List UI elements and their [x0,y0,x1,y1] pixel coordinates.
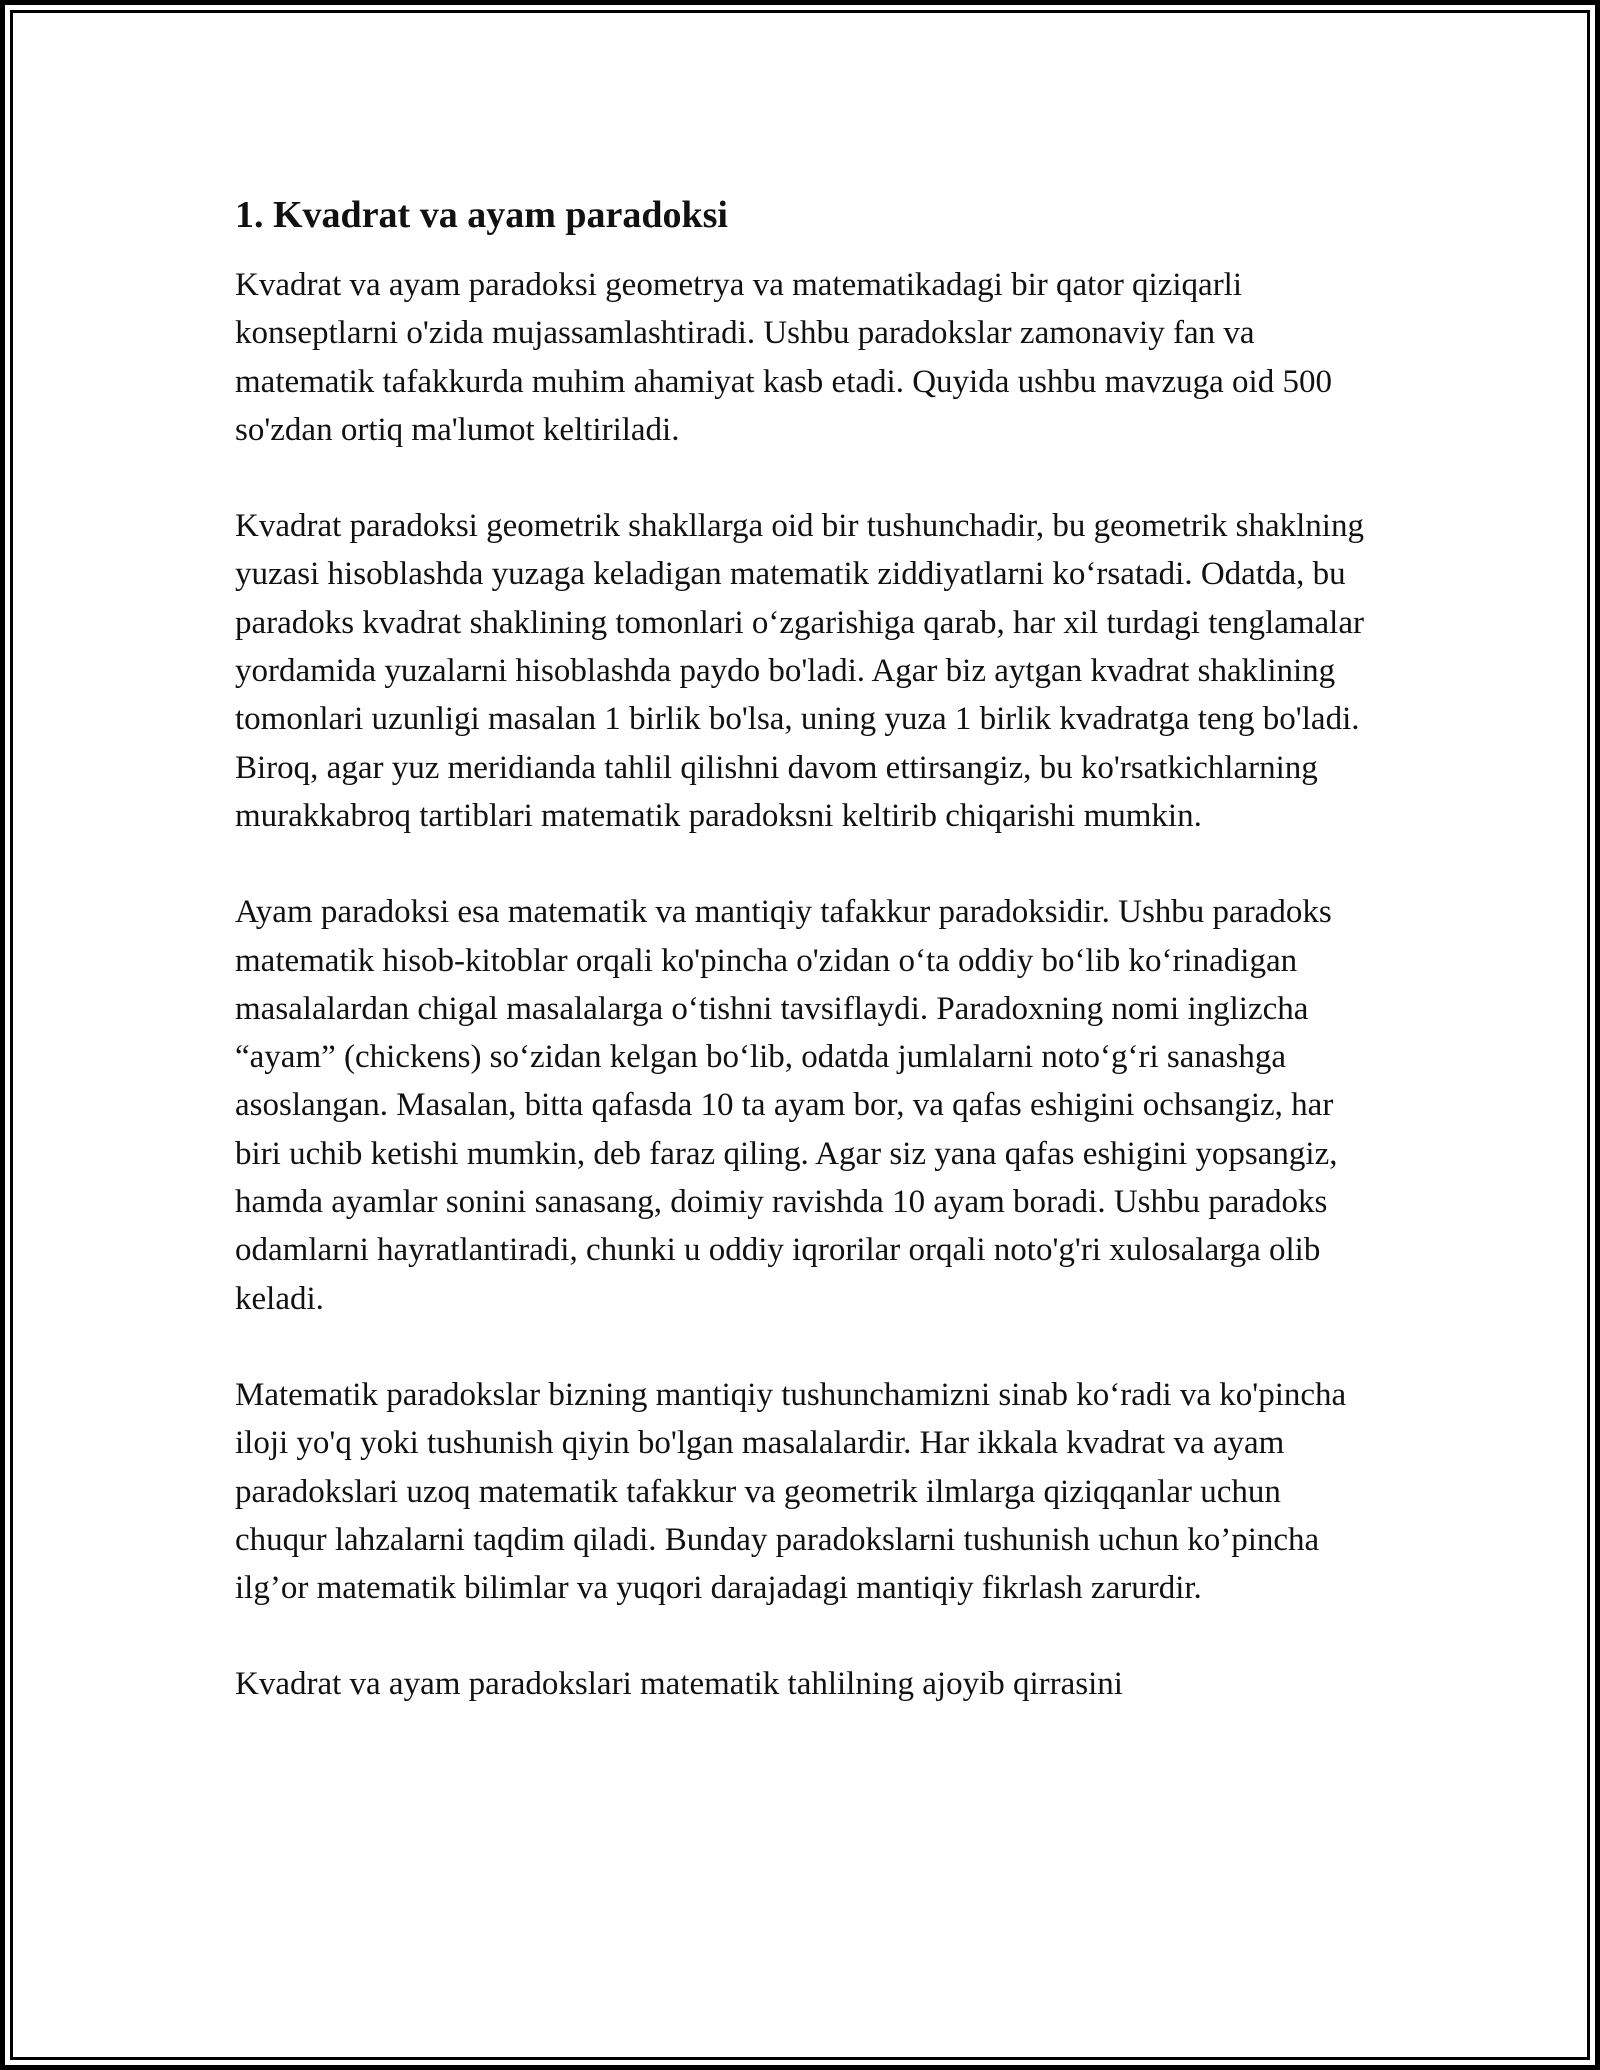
paragraph-conclusion: Kvadrat va ayam paradokslari matematik tahlilning ajoyib qirrasini [235,1666,1123,1703]
document-body [235,185,1365,1757]
paragraph-intro: Kvadrat va ayam paradoksi geometrya va matematikadagi bir qator qiziqarli konseptlarni o'zida mujassamlashtiradi. Ushbu paradokslar zamonaviy fan va matematik tafakkurda muhim ahamiyat kasb etadi. Quyida ushbu mavzuga oid 500 so'zdan ortiq ma'lumot keltiriladi. [235,267,1332,448]
paragraph-math-paradoxes: Matematik paradokslar bizning mantiqiy tushunchamizni sinab ko‘radi va ko'pincha iloji yo'q yoki tushunish qiyin bo'lgan masalalardir. Har ikkala kvadrat va ayam paradokslari uzoq matematik tafakkur va geometrik ilmlarga qiziqqanlar uchun chuqur lahzalarni taqdim qiladi. Bunday paradokslarni tushunish uchun ko’pincha ilg’or matematik bilimlar va yuqori darajadagi mantiqiy fikrlash zarurdir. [235,1376,1347,1607]
paragraph-square-paradox: Kvadrat paradoksi geometrik shakllarga oid bir tushunchadir, bu geometrik shaklning yuzasi hisoblashda yuzaga keladigan matematik ziddiyatlarni ko‘rsatadi. Odatda, bu paradoks kvadrat shaklining tomonlari o‘zgarishiga qarab, har xil turdagi tenglamalar yordamida yuzalarni hisoblashda paydo bo'ladi. Agar biz aytgan kvadrat shaklining tomonlari uzunligi masalan 1 birlik bo'lsa, uning yuza 1 birlik kvadratga teng bo'ladi. Biroq, agar yuz meridianda tahlil qilishni davom ettirsangiz, bu ko'rsatkichlarning murakkabroq tartiblari matematik paradoksni keltirib chiqarishi mumkin. [235,508,1364,834]
paragraph-ayam-paradox: Ayam paradoksi esa matematik va mantiqiy tafakkur paradoksidir. Ushbu paradoks matematik hisob-kitoblar orqali ko'pincha o'zidan o‘ta oddiy bo‘lib ko‘rinadigan masalalardan chigal masalalarga o‘tishni tavsiflaydi. Paradoxning nomi inglizcha “ayam” (chickens) so‘zidan kelgan bo‘lib, odatda jumlalarni noto‘g‘ri sanashga asoslangan. Masalan, bitta qafasda 10 ta ayam bor, va qafas eshigini ochsangiz, har biri uchib ketishi mumkin, deb faraz qiling. Agar siz yana qafas eshigini yopsangiz, hamda ayamlar sonini sanasang, doimiy ravishda 10 ayam boradi. Ushbu paradoks odamlarni hayratlantiradi, chunki u oddiy iqrorilar orqali noto'g'ri xulosalarga olib keladi. [235,894,1338,1317]
document-title: 1. Kvadrat va ayam paradoksi [235,194,728,236]
